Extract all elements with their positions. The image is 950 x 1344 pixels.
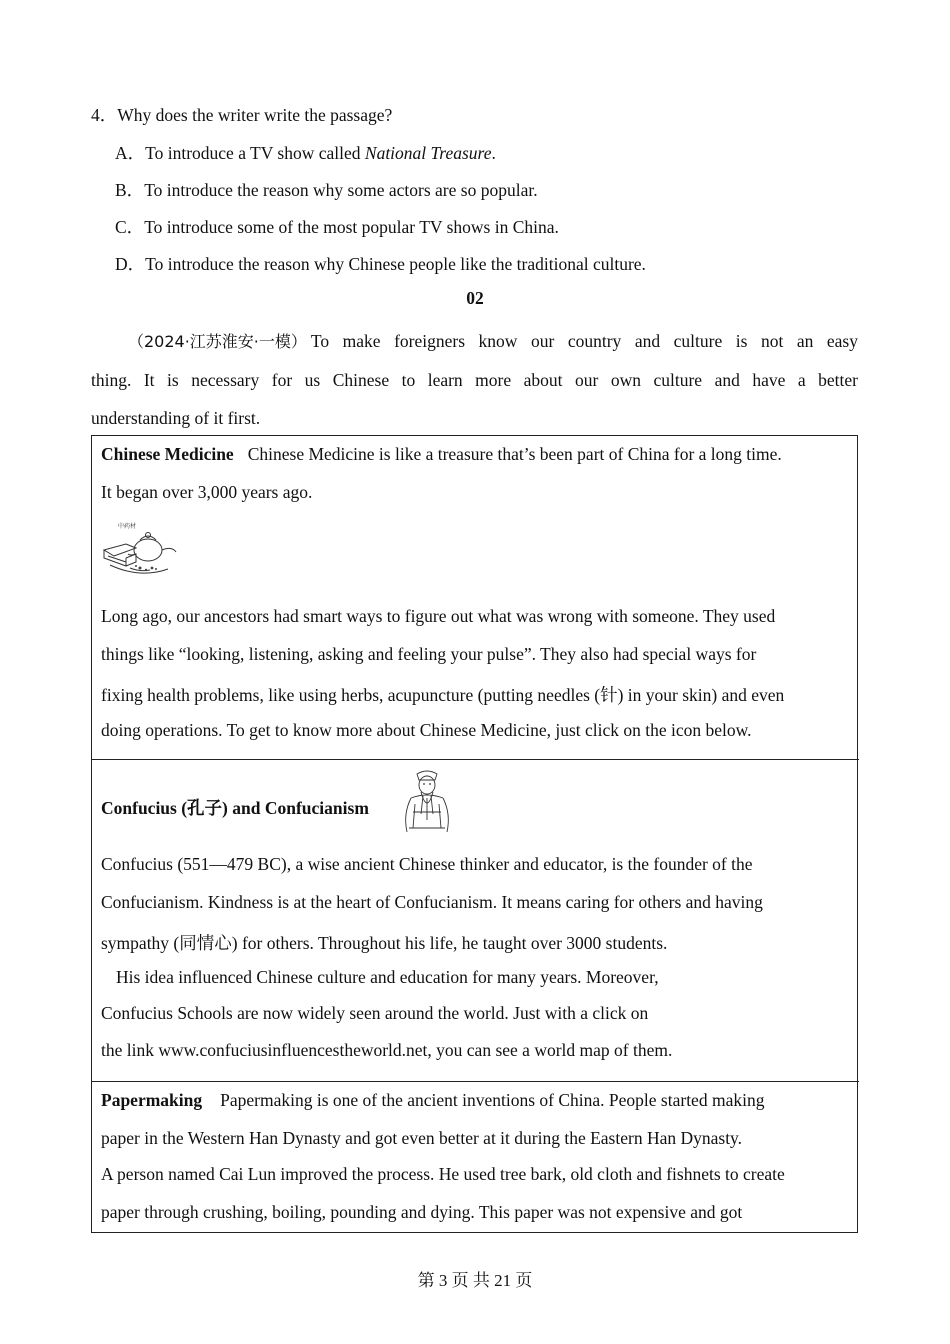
question-text: Why does the writer write the passage? bbox=[117, 105, 393, 125]
icon-label: 中药材 bbox=[118, 523, 137, 530]
culture-table bbox=[91, 435, 858, 1233]
option-c[interactable]: C．To introduce some of the most popular TV shows in China. bbox=[115, 217, 559, 237]
question-stem bbox=[91, 102, 392, 127]
question-number: 4． bbox=[91, 105, 118, 125]
option-b[interactable]: B．To introduce the reason why some actors are so popular. bbox=[115, 180, 538, 200]
confucius-cell: Confucius (孔子) and Confucianism Confucius (551—479 BC), a wise ancient Chinese thinker and educator, is the founder of the Confucianism. Kindness is at the heart of Confucianism. It means caring for others and having sympathy (同情心) for others. Throughout his life, he taught over 3000 students. His idea influenced Chinese culture and education for many years. Moreover, Confucius Schools are now widely seen around the world. Just with a click on the link www.confuciusinfluencestheworld.net, you can see a world map of them. bbox=[92, 760, 859, 1082]
confucius-heading: Confucius (孔子) and Confucianism bbox=[101, 798, 369, 818]
page-footer: 第 3 页 共 21 页 bbox=[417, 1271, 533, 1290]
confucius-portrait-icon bbox=[401, 768, 453, 834]
papermaking-heading: Papermaking bbox=[101, 1090, 203, 1110]
option-d[interactable]: D．To introduce the reason why Chinese people like the traditional culture. bbox=[115, 254, 646, 274]
confucius-link-line[interactable]: the link www.confuciusinfluencestheworld.net, you can see a world map of them. bbox=[101, 1040, 673, 1060]
section-title: 02 bbox=[466, 288, 484, 308]
papermaking-cell: Papermaking Papermaking is one of the ancient inventions of China. People started making paper in the Western Han Dynasty and got even better at it during the Eastern Han Dynasty. A person named Cai Lun improved the process. He used tree bark, old cloth and fishnets to create paper through crushing, boiling, pounding and dying. This paper was not expensive and got bbox=[92, 1082, 859, 1232]
papermaking-intro: Papermaking Papermaking is one of the ancient inventions of China. People started making bbox=[101, 1090, 765, 1110]
medicine-heading: Chinese Medicine bbox=[101, 444, 234, 464]
medicine-intro: Chinese Medicine Chinese Medicine is like a treasure that’s been part of China for a long time. bbox=[101, 444, 782, 464]
chinese-medicine-icon[interactable] bbox=[100, 520, 180, 578]
medicine-cell: Chinese Medicine Chinese Medicine is like a treasure that’s been part of China for a long time. It began over 3,000 years ago. 中药材 Long ago, our ancestors had smart ways to figure out what was wrong with someone. They used things like “looking, listening, asking and feeling your pulse”. They also had special ways for fixing health problems, like using herbs, acupuncture (putting needles (针) in your skin) and even doing operations. To get to know more about Chinese Medicine, just click on the icon below. bbox=[92, 436, 859, 760]
option-a[interactable]: A．To introduce a TV show called National Treasure. bbox=[115, 143, 496, 163]
intro-paragraph: （2024·江苏淮安·一模） To make foreigners know our country and culture is not an easy thing. It is necessary for us Chinese to learn more about our own culture and have a better understanding of it first. bbox=[91, 331, 858, 428]
source-tag: （2024·江苏淮安·一模） bbox=[128, 332, 307, 351]
